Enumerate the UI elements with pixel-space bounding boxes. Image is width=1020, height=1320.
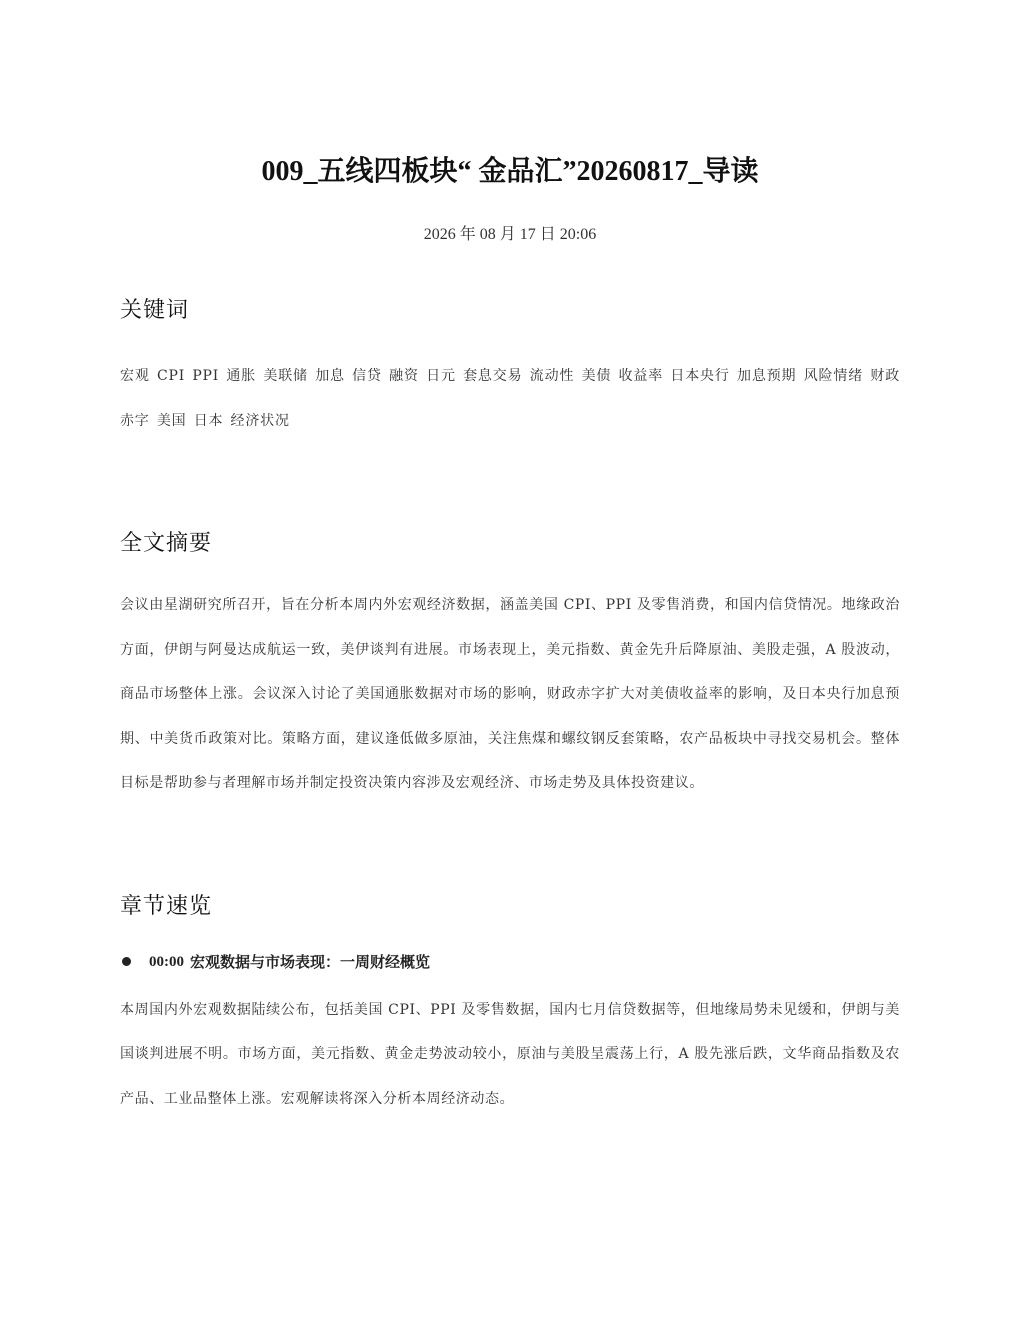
chapter-title: 宏观数据与市场表现：一周财经概览 bbox=[190, 952, 431, 971]
bullet-icon bbox=[122, 957, 131, 966]
chapters-heading: 章节速览 bbox=[120, 893, 213, 919]
chapter-item bbox=[120, 950, 900, 974]
chapter-description: 本周国内外宏观数据陆续公布，包括美国 CPI、PPI 及零售数据，国内七月信贷数据等，但地缘局势未见缓和，伊朗与美国谈判进展不明。市场方面，美元指数、黄金走势波动较小，原油与美股呈震荡上行，A 股先涨后跌，文华商品指数及农产品、工业品整体上涨。宏观解读将深入分析本周经济动态。 bbox=[120, 1001, 900, 1107]
document-title: 009_五线四板块“ 金品汇”20260817_导读 bbox=[261, 156, 759, 187]
summary-text: 会议由星湖研究所召开，旨在分析本周内外宏观经济数据，涵盖美国 CPI、PPI 及零售消费，和国内信贷情况。地缘政治方面，伊朗与阿曼达成航运一致，美伊谈判有进展。市场表现上，美元指数、黄金先升后降原油、美股走强，A 股波动，商品市场整体上涨。会议深入讨论了美国通胀数据对市场的影响，财政赤字扩大对美债收益率的影响，及日本央行加息预期、中美货币政策对比。策略方面，建议逢低做多原油，关注焦煤和螺纹钢反套策略，农产品板块中寻找交易机会。整体目标是帮助参与者理解市场并制定投资决策内容涉及宏观经济、市场走势及具体投资建议。 bbox=[120, 597, 900, 791]
keywords-text: 宏观 CPI PPI 通胀 美联储 加息 信贷 融资 日元 套息交易 流动性 美债 收益率 日本央行 加息预期 风险情绪 财政赤字 美国 日本 经济状况 bbox=[120, 368, 900, 429]
chapter-time: 00:00 bbox=[149, 953, 184, 970]
summary-heading: 全文摘要 bbox=[120, 531, 213, 556]
keywords-heading: 关键词 bbox=[120, 298, 190, 323]
document-date: 2026 年 08 月 17 日 20:06 bbox=[423, 226, 597, 243]
